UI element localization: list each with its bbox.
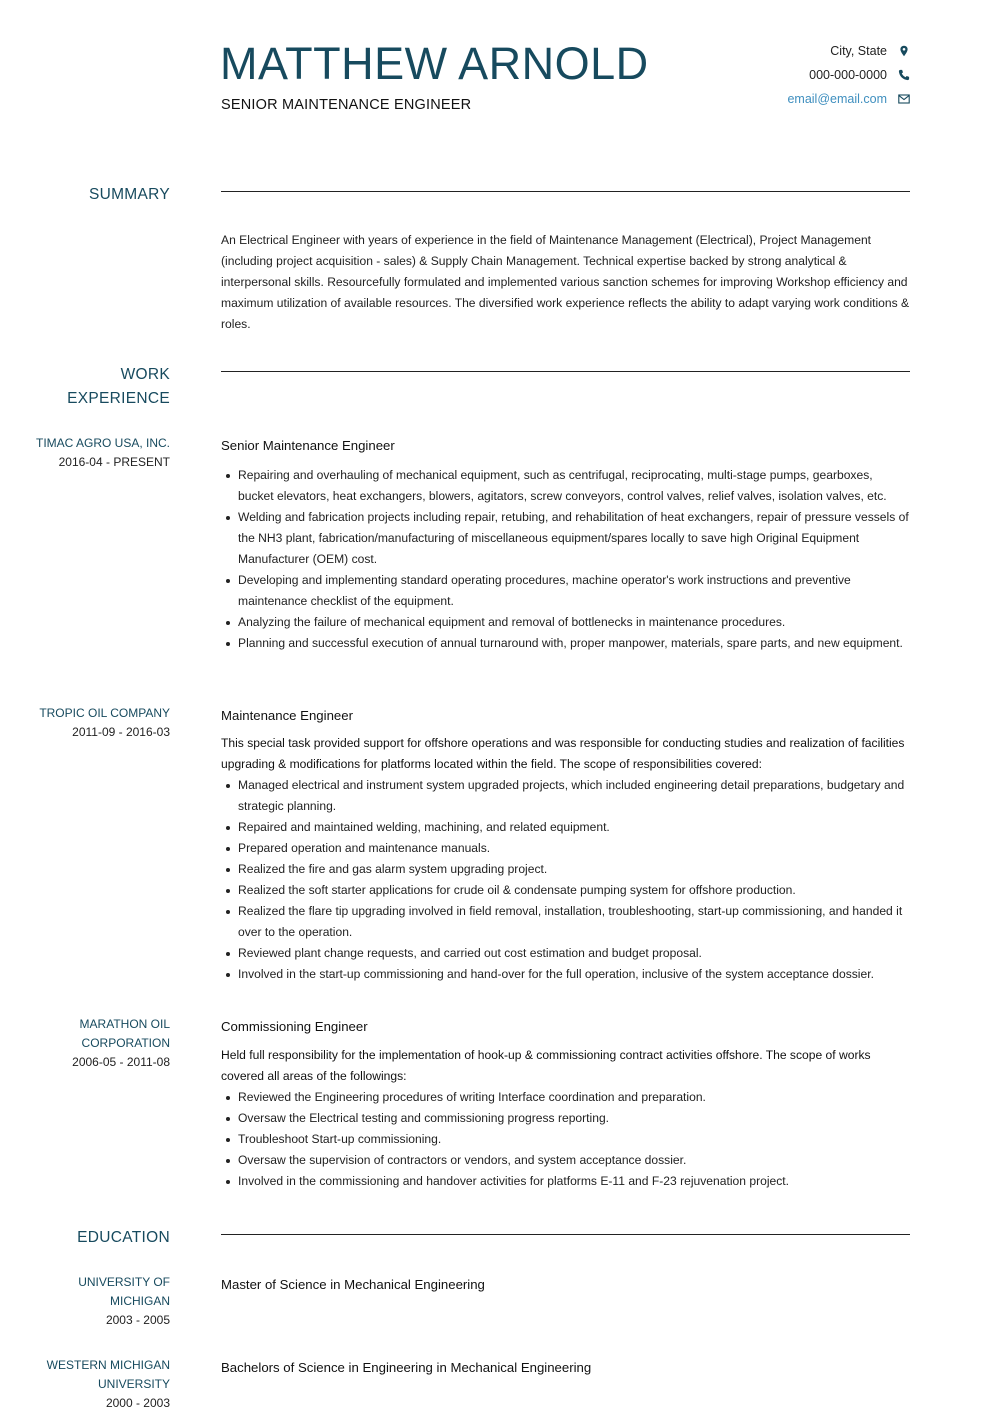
contact-phone: [650, 68, 910, 82]
contact-location: [650, 44, 910, 58]
edu-1-school-line1: UNIVERSITY OF: [78, 1275, 170, 1289]
list-item: Reviewed plant change requests, and carried out cost estimation and budget proposal.: [221, 943, 911, 964]
job-1-company: TIMAC AGRO USA, INC.: [35, 436, 170, 450]
edu-2-school-line1: WESTERN MICHIGAN: [46, 1358, 170, 1372]
work-heading-line2: EXPERIENCE: [67, 390, 170, 407]
edu-2-school-line2: UNIVERSITY: [97, 1377, 170, 1391]
job-3-company-line1: MARATHON OIL: [79, 1017, 170, 1031]
list-item: Troubleshoot Start-up commissioning.: [221, 1129, 911, 1150]
summary-heading: SUMMARY: [88, 186, 170, 203]
phone-icon: [898, 69, 910, 81]
list-item: Realized the fire and gas alarm system upgrading project.: [221, 859, 911, 880]
edu-1-degree: Master of Science in Mechanical Engineering: [221, 1277, 485, 1292]
job-3-bullets: [221, 1087, 911, 1192]
envelope-icon: [898, 93, 910, 105]
job-3-meta: [10, 1015, 170, 1072]
email-link[interactable]: email@email.com: [787, 92, 887, 106]
job-2-meta: [10, 704, 170, 742]
job-2-bullets: [221, 775, 911, 985]
list-item: Prepared operation and maintenance manuals.: [221, 838, 911, 859]
job-1-meta: [10, 434, 170, 472]
list-item: Developing and implementing standard operating procedures, machine operator's work instructions and preventive maintenance checklist of the equipment.: [221, 570, 911, 612]
job-1-bullets: [221, 465, 911, 654]
work-heading-line1: WORK: [120, 366, 170, 383]
work-divider: [221, 371, 910, 372]
edu-1-meta: [10, 1273, 170, 1330]
job-2-intro: This special task provided support for offshore operations and was responsible for conducting studies and realization of facilities upgrading & modifications for platforms located within the field. The scope of responsibilities covered:: [221, 736, 905, 771]
job-1-role: Senior Maintenance Engineer: [221, 438, 395, 453]
work-experience-heading: [67, 363, 170, 411]
candidate-title: SENIOR MAINTENANCE ENGINEER: [221, 97, 472, 113]
contact-email[interactable]: [650, 92, 910, 106]
education-divider: [221, 1234, 910, 1235]
list-item: Welding and fabrication projects including repair, retubing, and rehabilitation of heat exchangers, repair of pressure vessels of the NH3 plant, fabrication/manufacturing of miscellaneous equipment/spares locally to save high Original Equipment Manufacturer (OEM) cost.: [221, 507, 911, 570]
list-item: Repairing and overhauling of mechanical equipment, such as centrifugal, reciprocating, multi-stage pumps, gearboxes, bucket elevators, heat exchangers, blowers, agitators, screw conveyors, control valves, relief valves, isolation valves, etc.: [221, 465, 911, 507]
candidate-name: MATTHEW ARNOLD: [220, 38, 649, 89]
list-item: Analyzing the failure of mechanical equipment and removal of bottlenecks in maintenance procedures.: [221, 612, 911, 633]
education-heading: EDUCATION: [77, 1229, 170, 1246]
list-item: Managed electrical and instrument system upgraded projects, which included engineering detail preparations, budgetary and strategic planning.: [221, 775, 911, 817]
list-item: Realized the flare tip upgrading involved in field removal, installation, troubleshooting, start-up commissioning, and handed it over to the operation.: [221, 901, 911, 943]
job-1-dates: 2016-04 - PRESENT: [58, 455, 170, 469]
location-text: City, State: [830, 44, 887, 58]
edu-2-dates: 2000 - 2003: [105, 1396, 170, 1410]
phone-text: 000-000-0000: [809, 68, 887, 82]
edu-1-dates: 2003 - 2005: [105, 1313, 170, 1327]
job-3-intro: Held full responsibility for the implementation of hook-up & commissioning contract activities offshore. The scope of works covered all areas of the followings:: [221, 1048, 871, 1083]
list-item: Oversaw the supervision of contractors or vendors, and system acceptance dossier.: [221, 1150, 911, 1171]
summary-text: An Electrical Engineer with years of experience in the field of Maintenance Management (Electrical), Project Management (including project acquisition - sales) & Supply Chain Management. Technical expertise backed by strong analytical & interpersonal skills. Resourcefully formulated and implemented various sanction schemes for improving Workshop efficiency and maximum utilization of available resources. The diversified work experience reflects the ability to adapt varying work conditions & roles.: [221, 233, 910, 331]
edu-1-school-line2: MICHIGAN: [110, 1294, 170, 1308]
job-2-role: Maintenance Engineer: [221, 708, 353, 723]
edu-2-meta: [10, 1356, 170, 1410]
list-item: Planning and successful execution of annual turnaround with, proper manpower, materials, spare parts, and new equipment.: [221, 633, 911, 654]
job-2-dates: 2011-09 - 2016-03: [72, 725, 170, 739]
list-item: Reviewed the Engineering procedures of writing Interface coordination and preparation.: [221, 1087, 911, 1108]
job-3-company-line2: CORPORATION: [81, 1036, 170, 1050]
list-item: Oversaw the Electrical testing and commissioning progress reporting.: [221, 1108, 911, 1129]
list-item: Repaired and maintained welding, machining, and related equipment.: [221, 817, 911, 838]
list-item: Involved in the commissioning and handover activities for platforms E-11 and F-23 rejuvenation project.: [221, 1171, 911, 1192]
map-marker-icon: [898, 45, 910, 57]
job-3-dates: 2006-05 - 2011-08: [72, 1055, 170, 1069]
edu-2-degree: Bachelors of Science in Engineering in Mechanical Engineering: [221, 1360, 592, 1375]
job-3-role: Commissioning Engineer: [221, 1019, 368, 1034]
job-2-company: TROPIC OIL COMPANY: [39, 706, 170, 720]
summary-divider: [221, 191, 910, 192]
list-item: Realized the soft starter applications for crude oil & condensate pumping system for offshore production.: [221, 880, 911, 901]
list-item: Involved in the start-up commissioning and hand-over for the full operation, inclusive of the system acceptance dossier.: [221, 964, 911, 985]
